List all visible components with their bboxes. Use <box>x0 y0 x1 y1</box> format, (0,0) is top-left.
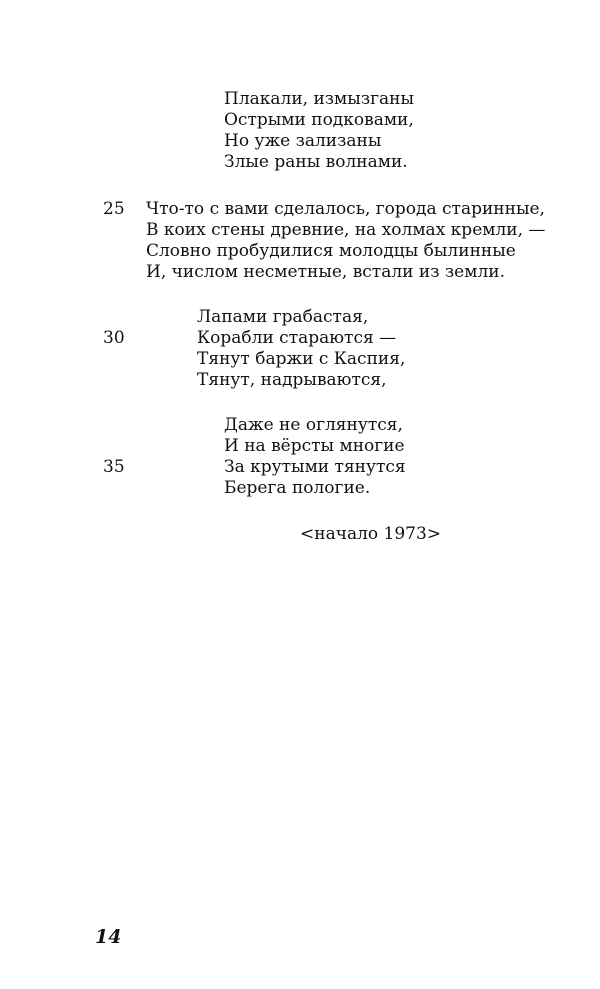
poem-line: Острыми подковами, <box>224 110 414 130</box>
poem-line: Тянут, надрываются, <box>197 370 387 390</box>
poem-line: Даже не оглянутся, <box>224 415 403 435</box>
poem-line: Лапами грабастая, <box>197 307 369 327</box>
poem-line: Тянут баржи с Каспия, <box>197 349 406 369</box>
poem-line: Что-то с вами сделалось, города старинные, <box>146 199 545 219</box>
poem-line: И, числом несметные, встали из земли. <box>146 262 505 282</box>
poem-line: В коих стены древние, на холмах кремли, — <box>146 220 546 240</box>
page-number: 14 <box>95 926 122 948</box>
poem-line: Злые раны волнами. <box>224 152 408 172</box>
poem-line: Берега пологие. <box>224 478 371 498</box>
poem-date: <начало 1973> <box>300 524 442 544</box>
poem-line: Корабли стараются — <box>197 328 397 348</box>
line-number-30: 30 <box>103 328 125 348</box>
poem-line: Плакали, измызганы <box>224 89 414 109</box>
line-number-35: 35 <box>103 457 125 477</box>
poem-line: И на вёрсты многие <box>224 436 405 456</box>
poem-line: За крутыми тянутся <box>224 457 406 477</box>
poem-line: Словно пробудилися молодцы былинные <box>146 241 516 261</box>
poem-line: Но уже зализаны <box>224 131 382 151</box>
line-number-25: 25 <box>103 199 125 219</box>
